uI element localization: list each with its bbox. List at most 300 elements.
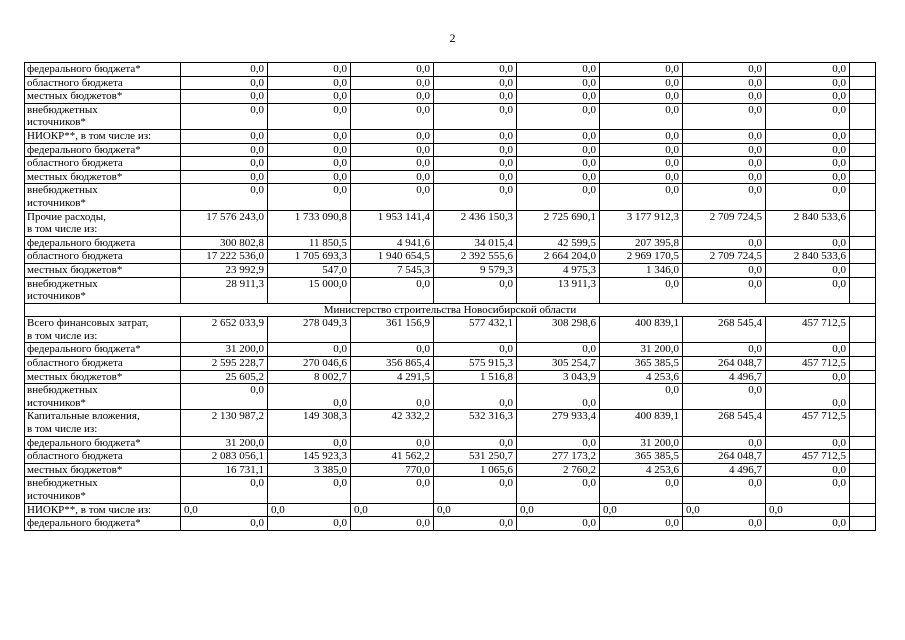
value-cell bbox=[268, 129, 351, 143]
value-cell bbox=[351, 357, 434, 371]
value-cell bbox=[600, 436, 683, 450]
value-text: 31 200,0 bbox=[640, 436, 679, 449]
value-cell bbox=[434, 143, 517, 157]
table-row bbox=[25, 463, 876, 477]
row-label bbox=[25, 90, 181, 104]
value-cell bbox=[268, 76, 351, 90]
value-text: 531 250,7 bbox=[469, 450, 513, 463]
value-text: 305 254,7 bbox=[552, 357, 596, 370]
value-cell bbox=[181, 450, 268, 464]
value-text: 457 712,5 bbox=[802, 357, 846, 370]
value-cell bbox=[766, 517, 850, 531]
empty-cell bbox=[850, 357, 876, 371]
value-cell bbox=[517, 263, 600, 277]
value-cell bbox=[766, 210, 850, 236]
row-label-line: источников* bbox=[27, 290, 86, 303]
value-cell bbox=[766, 184, 850, 210]
value-text: 25 605,2 bbox=[225, 370, 264, 383]
value-cell bbox=[434, 357, 517, 371]
value-text: 770,0 bbox=[405, 463, 430, 476]
value-text: 8 002,7 bbox=[314, 370, 347, 383]
value-cell bbox=[268, 157, 351, 171]
value-cell bbox=[181, 143, 268, 157]
value-text: 0,0 bbox=[748, 63, 762, 75]
table-row bbox=[25, 477, 876, 503]
value-text: 0,0 bbox=[416, 477, 430, 490]
value-cell bbox=[268, 463, 351, 477]
table-row bbox=[25, 103, 876, 129]
value-cell bbox=[683, 436, 766, 450]
value-cell bbox=[181, 317, 268, 343]
value-cell bbox=[683, 76, 766, 90]
empty-cell bbox=[850, 517, 876, 531]
empty-cell bbox=[850, 143, 876, 157]
value-text: 0,0 bbox=[250, 184, 264, 197]
value-line: 0,0 bbox=[832, 396, 846, 409]
value-line bbox=[593, 384, 596, 396]
table-row bbox=[25, 503, 876, 517]
value-text: 2 709 724,5 bbox=[709, 210, 762, 223]
value-cell bbox=[600, 343, 683, 357]
value-text: 0,0 bbox=[499, 76, 513, 89]
value-text: 0,0 bbox=[250, 477, 264, 490]
value-cell bbox=[517, 184, 600, 210]
value-text: 0,0 bbox=[665, 477, 679, 490]
value-cell bbox=[351, 210, 434, 236]
table-row bbox=[25, 184, 876, 210]
value-text: 278 049,3 bbox=[303, 317, 347, 330]
value-cell bbox=[434, 76, 517, 90]
value-cell bbox=[683, 343, 766, 357]
value-cell bbox=[351, 157, 434, 171]
value-text: 9 579,3 bbox=[480, 263, 513, 276]
value-cell bbox=[517, 76, 600, 90]
value-text: 0,0 bbox=[333, 157, 347, 170]
value-cell bbox=[181, 436, 268, 450]
value-cell bbox=[351, 384, 434, 410]
empty-cell bbox=[850, 263, 876, 277]
table-row bbox=[25, 236, 876, 250]
value-text: 2 130 987,2 bbox=[211, 410, 264, 423]
value-text: 0,0 bbox=[832, 103, 846, 116]
value-text: 457 712,5 bbox=[802, 450, 846, 463]
value-cell bbox=[434, 317, 517, 343]
value-text: 0,0 bbox=[748, 263, 762, 276]
table-row bbox=[25, 436, 876, 450]
value-text: 0,0 bbox=[250, 170, 264, 183]
value-cell bbox=[683, 370, 766, 384]
value-text: 2 709 724,5 bbox=[709, 250, 762, 263]
value-cell bbox=[268, 263, 351, 277]
value-text: 207 395,8 bbox=[635, 236, 679, 249]
value-cell bbox=[181, 250, 268, 264]
value-text: 264 048,7 bbox=[718, 450, 762, 463]
value-cell bbox=[683, 170, 766, 184]
value-cell bbox=[683, 263, 766, 277]
empty-cell bbox=[850, 236, 876, 250]
row-label-line: Всего финансовых затрат, bbox=[27, 317, 149, 330]
value-text: 457 712,5 bbox=[802, 410, 846, 423]
value-cell bbox=[600, 157, 683, 171]
value-line bbox=[676, 397, 679, 409]
value-cell bbox=[517, 436, 600, 450]
value-line bbox=[261, 397, 264, 409]
value-cell bbox=[268, 143, 351, 157]
value-text: 277 173,2 bbox=[552, 450, 596, 463]
row-label-line: областного бюджета bbox=[27, 76, 123, 89]
table-row bbox=[25, 517, 876, 531]
row-label bbox=[25, 103, 181, 129]
value-cell bbox=[434, 477, 517, 503]
row-label-line: в том числе из: bbox=[27, 423, 98, 436]
value-text: 0,0 bbox=[665, 90, 679, 103]
value-text: 0,0 bbox=[832, 277, 846, 290]
value-line bbox=[344, 384, 347, 396]
value-cell bbox=[600, 129, 683, 143]
value-cell bbox=[268, 410, 351, 436]
value-text: 11 850,5 bbox=[308, 236, 347, 249]
value-text: 0,0 bbox=[582, 517, 596, 530]
value-text: 0,0 bbox=[665, 129, 679, 142]
row-label-line: внебюджетных bbox=[27, 184, 98, 197]
value-cell bbox=[434, 236, 517, 250]
value-text: 0,0 bbox=[499, 157, 513, 170]
empty-cell bbox=[850, 477, 876, 503]
value-text: 31 200,0 bbox=[225, 343, 264, 356]
value-text: 308 298,6 bbox=[552, 317, 596, 330]
value-text: 0,0 bbox=[333, 436, 347, 449]
value-line: 0,0 bbox=[665, 384, 679, 397]
value-text: 264 048,7 bbox=[718, 357, 762, 370]
value-line: 0,0 bbox=[333, 396, 347, 409]
value-cell bbox=[600, 90, 683, 104]
value-cell bbox=[434, 263, 517, 277]
value-cell bbox=[766, 384, 850, 410]
value-text: 2 760,2 bbox=[563, 463, 596, 476]
value-cell bbox=[181, 263, 268, 277]
value-cell bbox=[351, 343, 434, 357]
value-cell bbox=[181, 343, 268, 357]
value-cell bbox=[181, 463, 268, 477]
value-text: 0,0 bbox=[832, 263, 846, 276]
value-text: 400 839,1 bbox=[635, 410, 679, 423]
value-cell bbox=[434, 410, 517, 436]
row-label-line: в том числе из: bbox=[27, 223, 98, 236]
value-text: 7 545,3 bbox=[397, 263, 430, 276]
value-cell bbox=[766, 370, 850, 384]
value-cell bbox=[683, 503, 766, 517]
row-label bbox=[25, 129, 181, 143]
value-text: 0,0 bbox=[582, 477, 596, 490]
value-cell bbox=[600, 76, 683, 90]
value-text: 0,0 bbox=[333, 103, 347, 116]
value-cell bbox=[268, 477, 351, 503]
value-text: 0,0 bbox=[832, 170, 846, 183]
value-cell bbox=[434, 370, 517, 384]
value-text: 3 385,0 bbox=[314, 463, 347, 476]
value-text: 0,0 bbox=[271, 503, 285, 516]
value-cell bbox=[766, 170, 850, 184]
value-cell bbox=[181, 170, 268, 184]
value-cell bbox=[181, 517, 268, 531]
value-cell bbox=[268, 170, 351, 184]
value-text: 0,0 bbox=[832, 343, 846, 356]
value-text: 0,0 bbox=[603, 503, 617, 516]
table-row bbox=[25, 343, 876, 357]
value-cell bbox=[434, 384, 517, 410]
value-text: 0,0 bbox=[665, 143, 679, 156]
value-cell bbox=[181, 129, 268, 143]
value-text: 0,0 bbox=[333, 477, 347, 490]
value-text: 149 308,3 bbox=[303, 410, 347, 423]
value-cell bbox=[434, 90, 517, 104]
value-text: 0,0 bbox=[748, 517, 762, 530]
value-text: 270 046,6 bbox=[303, 357, 347, 370]
row-label bbox=[25, 436, 181, 450]
table-row bbox=[25, 410, 876, 436]
value-text: 356 865,4 bbox=[386, 357, 430, 370]
row-label bbox=[25, 384, 181, 410]
table-row bbox=[25, 250, 876, 264]
value-cell bbox=[351, 503, 434, 517]
row-label-line: местных бюджетов* bbox=[27, 263, 123, 276]
row-label bbox=[25, 263, 181, 277]
empty-cell bbox=[850, 157, 876, 171]
value-cell bbox=[683, 103, 766, 129]
empty-cell bbox=[850, 250, 876, 264]
row-label-line: областного бюджета bbox=[27, 157, 123, 170]
value-text: 0,0 bbox=[333, 184, 347, 197]
value-text: 268 545,4 bbox=[718, 410, 762, 423]
value-text: 0,0 bbox=[582, 103, 596, 116]
value-text: 300 802,8 bbox=[220, 236, 264, 249]
value-cell bbox=[268, 63, 351, 77]
empty-cell bbox=[850, 63, 876, 77]
row-label bbox=[25, 503, 181, 517]
value-cell bbox=[600, 503, 683, 517]
value-text: 0,0 bbox=[582, 63, 596, 75]
value-cell bbox=[434, 250, 517, 264]
value-cell bbox=[434, 170, 517, 184]
value-cell bbox=[517, 450, 600, 464]
value-text: 0,0 bbox=[333, 170, 347, 183]
row-label-line: источников* bbox=[27, 116, 86, 129]
value-line: 0,0 bbox=[416, 396, 430, 409]
value-text: 0,0 bbox=[582, 170, 596, 183]
value-text: 0,0 bbox=[832, 129, 846, 142]
value-cell bbox=[517, 157, 600, 171]
value-cell bbox=[517, 384, 600, 410]
value-cell bbox=[351, 143, 434, 157]
value-text: 0,0 bbox=[832, 236, 846, 249]
table-row bbox=[25, 210, 876, 236]
row-label bbox=[25, 236, 181, 250]
empty-cell bbox=[850, 410, 876, 436]
value-text: 2 436 150,3 bbox=[460, 210, 513, 223]
value-text: 145 923,3 bbox=[303, 450, 347, 463]
value-text: 4 496,7 bbox=[729, 370, 762, 383]
value-cell bbox=[517, 517, 600, 531]
value-text: 0,0 bbox=[832, 143, 846, 156]
value-text: 0,0 bbox=[582, 157, 596, 170]
row-label bbox=[25, 357, 181, 371]
value-text: 13 911,3 bbox=[557, 277, 596, 290]
value-line bbox=[759, 397, 762, 409]
value-cell bbox=[766, 236, 850, 250]
row-label bbox=[25, 410, 181, 436]
value-cell bbox=[351, 250, 434, 264]
value-cell bbox=[600, 63, 683, 77]
value-cell bbox=[351, 90, 434, 104]
value-cell bbox=[683, 157, 766, 171]
value-text: 42 332,2 bbox=[391, 410, 430, 423]
value-cell bbox=[766, 343, 850, 357]
value-cell bbox=[434, 277, 517, 303]
row-label bbox=[25, 277, 181, 303]
value-text: 0,0 bbox=[582, 343, 596, 356]
row-label-line: федерального бюджета bbox=[27, 236, 136, 249]
value-text: 0,0 bbox=[416, 103, 430, 116]
value-text: 0,0 bbox=[748, 76, 762, 89]
value-text: 0,0 bbox=[416, 76, 430, 89]
section-title: Министерство строительства Новосибирской области bbox=[25, 303, 876, 317]
value-text: 2 840 533,6 bbox=[793, 250, 846, 263]
value-text: 0,0 bbox=[184, 503, 198, 516]
value-cell bbox=[766, 503, 850, 517]
empty-cell bbox=[850, 436, 876, 450]
value-text: 577 432,1 bbox=[469, 317, 513, 330]
empty-cell bbox=[850, 277, 876, 303]
value-cell bbox=[683, 463, 766, 477]
value-cell bbox=[268, 236, 351, 250]
value-cell bbox=[517, 63, 600, 77]
value-cell bbox=[600, 317, 683, 343]
value-text: 41 562,2 bbox=[391, 450, 430, 463]
table-row bbox=[25, 63, 876, 77]
value-text: 0,0 bbox=[499, 184, 513, 197]
value-cell bbox=[766, 76, 850, 90]
value-cell bbox=[268, 210, 351, 236]
value-cell bbox=[268, 357, 351, 371]
value-text: 3 043,9 bbox=[563, 370, 596, 383]
value-text: 0,0 bbox=[520, 503, 534, 516]
value-text: 0,0 bbox=[499, 477, 513, 490]
value-cell bbox=[351, 129, 434, 143]
value-text: 0,0 bbox=[250, 103, 264, 116]
value-text: 0,0 bbox=[333, 76, 347, 89]
value-text: 0,0 bbox=[333, 517, 347, 530]
value-text: 0,0 bbox=[665, 517, 679, 530]
value-text: 0,0 bbox=[832, 436, 846, 449]
value-cell bbox=[434, 129, 517, 143]
value-cell bbox=[268, 277, 351, 303]
value-text: 28 911,3 bbox=[225, 277, 264, 290]
value-text: 0,0 bbox=[832, 370, 846, 383]
row-label bbox=[25, 184, 181, 210]
value-cell bbox=[766, 103, 850, 129]
value-text: 16 731,1 bbox=[225, 463, 264, 476]
value-cell bbox=[766, 410, 850, 436]
value-cell bbox=[683, 384, 766, 410]
value-cell bbox=[766, 317, 850, 343]
value-cell bbox=[683, 277, 766, 303]
value-text: 0,0 bbox=[416, 343, 430, 356]
value-cell bbox=[351, 436, 434, 450]
value-text: 4 496,7 bbox=[729, 463, 762, 476]
value-cell bbox=[766, 450, 850, 464]
row-label-line: источников* bbox=[27, 196, 86, 209]
value-text: 0,0 bbox=[250, 90, 264, 103]
value-text: 0,0 bbox=[499, 170, 513, 183]
value-text: 0,0 bbox=[665, 170, 679, 183]
value-cell bbox=[351, 463, 434, 477]
value-text: 0,0 bbox=[769, 503, 783, 516]
value-text: 1 705 693,3 bbox=[294, 250, 347, 263]
value-cell bbox=[351, 236, 434, 250]
value-text: 17 576 243,0 bbox=[206, 210, 264, 223]
value-text: 0,0 bbox=[499, 436, 513, 449]
value-cell bbox=[181, 410, 268, 436]
value-cell bbox=[517, 277, 600, 303]
value-text: 2 969 170,5 bbox=[626, 250, 679, 263]
row-label bbox=[25, 210, 181, 236]
value-cell bbox=[517, 90, 600, 104]
row-label bbox=[25, 477, 181, 503]
value-cell bbox=[268, 370, 351, 384]
value-text: 0,0 bbox=[416, 436, 430, 449]
value-cell bbox=[181, 184, 268, 210]
value-cell bbox=[517, 343, 600, 357]
value-text: 0,0 bbox=[665, 103, 679, 116]
value-text: 0,0 bbox=[416, 157, 430, 170]
value-cell bbox=[268, 250, 351, 264]
value-text: 0,0 bbox=[748, 236, 762, 249]
financing-table bbox=[24, 62, 876, 531]
value-cell bbox=[268, 503, 351, 517]
table-row bbox=[25, 90, 876, 104]
row-label-line: источников* bbox=[27, 396, 86, 409]
value-cell bbox=[268, 517, 351, 531]
value-cell bbox=[766, 90, 850, 104]
value-line bbox=[843, 384, 846, 396]
value-text: 0,0 bbox=[416, 63, 430, 75]
value-text: 0,0 bbox=[748, 343, 762, 356]
value-text: 547,0 bbox=[322, 263, 347, 276]
value-cell bbox=[351, 184, 434, 210]
value-cell bbox=[268, 450, 351, 464]
value-cell bbox=[268, 317, 351, 343]
value-text: 4 253,6 bbox=[646, 370, 679, 383]
value-cell bbox=[600, 384, 683, 410]
value-text: 0,0 bbox=[250, 157, 264, 170]
value-cell bbox=[683, 210, 766, 236]
value-text: 2 083 056,1 bbox=[211, 450, 264, 463]
value-cell bbox=[181, 63, 268, 77]
value-text: 0,0 bbox=[832, 184, 846, 197]
row-label-line: федерального бюджета* bbox=[27, 143, 141, 156]
value-text: 0,0 bbox=[748, 436, 762, 449]
table-row bbox=[25, 277, 876, 303]
row-label-line: федерального бюджета* bbox=[27, 436, 141, 449]
value-text: 0,0 bbox=[499, 517, 513, 530]
row-label bbox=[25, 143, 181, 157]
value-cell bbox=[517, 477, 600, 503]
row-label bbox=[25, 317, 181, 343]
value-text: 0,0 bbox=[437, 503, 451, 516]
value-cell bbox=[517, 410, 600, 436]
value-cell bbox=[268, 90, 351, 104]
value-cell bbox=[766, 263, 850, 277]
